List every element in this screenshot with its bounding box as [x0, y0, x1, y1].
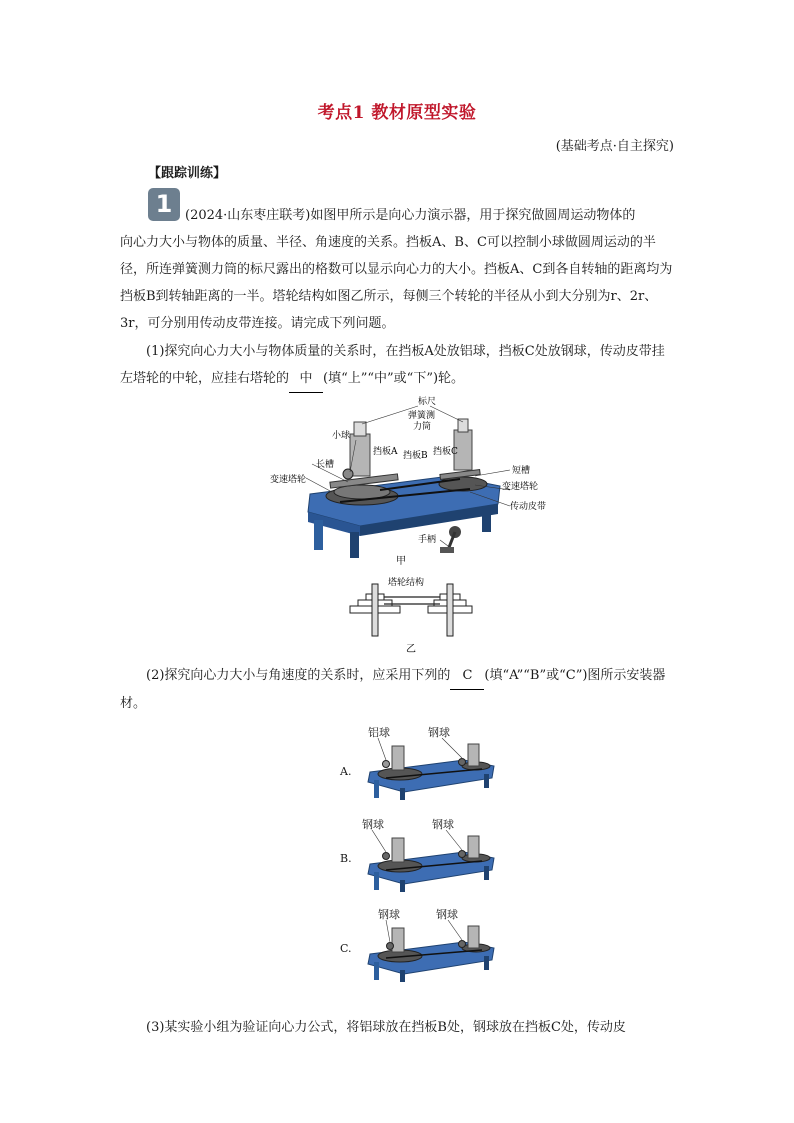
left-scale — [354, 422, 366, 436]
figure-yi-pulley-structure — [340, 574, 480, 656]
option-b[interactable] — [340, 812, 500, 892]
caption-jia: 甲 — [396, 556, 406, 567]
label-biaochi: 标尺 — [418, 397, 437, 407]
sub2-text-after: (填“A”“B”或“C”)图所示安装器材。 — [120, 668, 666, 711]
option-b-left-ball: 钢球 — [362, 818, 384, 831]
label-duancao: 短槽 — [512, 466, 531, 476]
option-b-letter: B. — [340, 852, 352, 865]
sub-question-3: (3)某实验小组为验证向心力公式，将铝球放在挡板B处，钢球放在挡板C处，传动皮 — [146, 1020, 626, 1035]
sub1-answer: 中 — [289, 365, 323, 393]
yi-title: 塔轮结构 — [388, 578, 425, 588]
sub1-text: (1)探究向心力大小与物体质量的关系时，在挡板A处放铝球，挡板C处放钢球，传动皮带挂左塔轮的中轮，应挂右塔轮的 — [120, 344, 665, 386]
left-axle — [372, 584, 378, 636]
intro-line-1: (2024·山东枣庄联考)如图甲所示是向心力演示器，用于探究做圆周运动物体的 — [185, 208, 636, 223]
option-c-right-ball: 钢球 — [436, 908, 458, 921]
table-leg — [482, 510, 491, 532]
caption-yi: 乙 — [406, 644, 416, 655]
right-scale — [458, 419, 468, 432]
option-c-left-ball: 钢球 — [378, 908, 400, 921]
label-dangbanC: 挡板C — [433, 447, 458, 457]
sub2-answer: C — [450, 662, 484, 690]
option-a-letter: A. — [340, 765, 352, 778]
label-xiaoqiu: 小球 — [332, 431, 351, 441]
label-shoubing: 手柄 — [418, 535, 437, 545]
option-c-letter: C. — [340, 942, 352, 955]
label-biansu-right: 变速塔轮 — [502, 482, 539, 492]
option-b-right-ball: 钢球 — [432, 818, 454, 831]
figure-jia-apparatus — [270, 392, 560, 567]
label-dangbanA: 挡板A — [373, 447, 398, 457]
small-ball — [343, 469, 353, 479]
label-tanhuang1: 弹簧测 — [408, 411, 436, 421]
label-dangbanB: 挡板B — [403, 451, 428, 461]
option-a-right-ball: 钢球 — [428, 726, 450, 739]
crank-handle — [440, 547, 454, 553]
sub-question-1 — [120, 338, 676, 393]
option-a-left-ball: 铝球 — [368, 726, 390, 739]
option-a-apparatus — [364, 738, 500, 800]
sub1-text-after: (填“上”“中”或“下”)轮。 — [323, 371, 465, 386]
label-biansu-left: 变速塔轮 — [270, 475, 307, 485]
page-title: 考点1 教材原型实验 — [317, 103, 477, 123]
table-leg — [350, 532, 359, 558]
sub2-text: (2)探究向心力大小与角速度的关系时，应采用下列的 — [146, 668, 451, 683]
sub-question-2 — [120, 662, 676, 717]
label-changcao: 长槽 — [316, 460, 335, 470]
section-label: 【跟踪训练】 — [148, 166, 227, 181]
label-tanhuang2: 力筒 — [413, 422, 432, 432]
difficulty-tag: (基础考点·自主探究) — [555, 139, 674, 154]
label-chuandong: 传动皮带 — [510, 502, 547, 512]
question-number-badge: 1 — [148, 188, 180, 221]
option-b-apparatus — [364, 830, 500, 892]
intro-paragraph: 向心力大小与物体的质量、半径、角速度的关系。挡板A、B、C可以控制小球做圆周运动的半径，所连弹簧测力筒的标尺露出的格数可以显示向心力的大小。挡板A、C到各自转轴的距离均为挡板B到转轴距离的一半。塔轮结构如图乙所示，每侧三个转轮的半径从小到大分别为r、2r、3r，可分别用传动皮带连接。请完成下列问题。 — [120, 235, 673, 331]
option-c-apparatus — [364, 920, 500, 982]
option-c[interactable] — [340, 904, 500, 984]
option-a[interactable] — [340, 720, 500, 800]
table-leg — [314, 520, 323, 550]
right-axle — [447, 584, 453, 636]
